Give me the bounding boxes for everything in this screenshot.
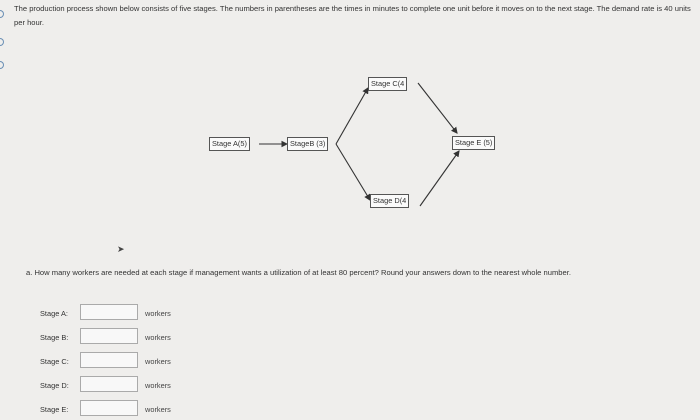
answer-unit: workers <box>145 381 171 390</box>
flow-arrow-d-e <box>420 151 459 206</box>
stage-a-box: Stage A(5) <box>209 137 250 151</box>
stage-d-workers-input[interactable] <box>80 376 138 392</box>
problem-statement: The production process shown below consists of five stages. The numbers in parentheses are the times in minutes to complete one unit before it moves on to the next stage. The demand rate is 40 units per hour. <box>14 4 691 27</box>
answer-label: Stage C: <box>40 357 69 366</box>
answer-label: Stage D: <box>40 381 69 390</box>
answer-label: Stage B: <box>40 333 69 342</box>
flow-arrow-b-d <box>336 144 370 200</box>
answer-unit: workers <box>145 357 171 366</box>
stage-c-box: Stage C(4 <box>368 77 407 91</box>
stage-d-box: Stage D(4 <box>370 194 409 208</box>
answer-unit: workers <box>145 405 171 414</box>
stage-a-workers-input[interactable] <box>80 304 138 320</box>
mouse-pointer-icon: ➤ <box>117 244 125 254</box>
answer-unit: workers <box>145 333 171 342</box>
stage-b-workers-input[interactable] <box>80 328 138 344</box>
answer-unit: workers <box>145 309 171 318</box>
answer-label: Stage E: <box>40 405 69 414</box>
answer-label: Stage A: <box>40 309 68 318</box>
stage-e-workers-input[interactable] <box>80 400 138 416</box>
stage-b-box: StageB (3) <box>287 137 328 151</box>
question-a: a. How many workers are needed at each stage if management wants a utilization of at least 80 percent? Round your answers down to the nearest whole number. <box>26 268 571 277</box>
flow-arrow-b-c <box>336 88 368 144</box>
stage-e-box: Stage E (5) <box>452 136 495 150</box>
stage-c-workers-input[interactable] <box>80 352 138 368</box>
flow-arrow-c-e <box>418 83 457 133</box>
